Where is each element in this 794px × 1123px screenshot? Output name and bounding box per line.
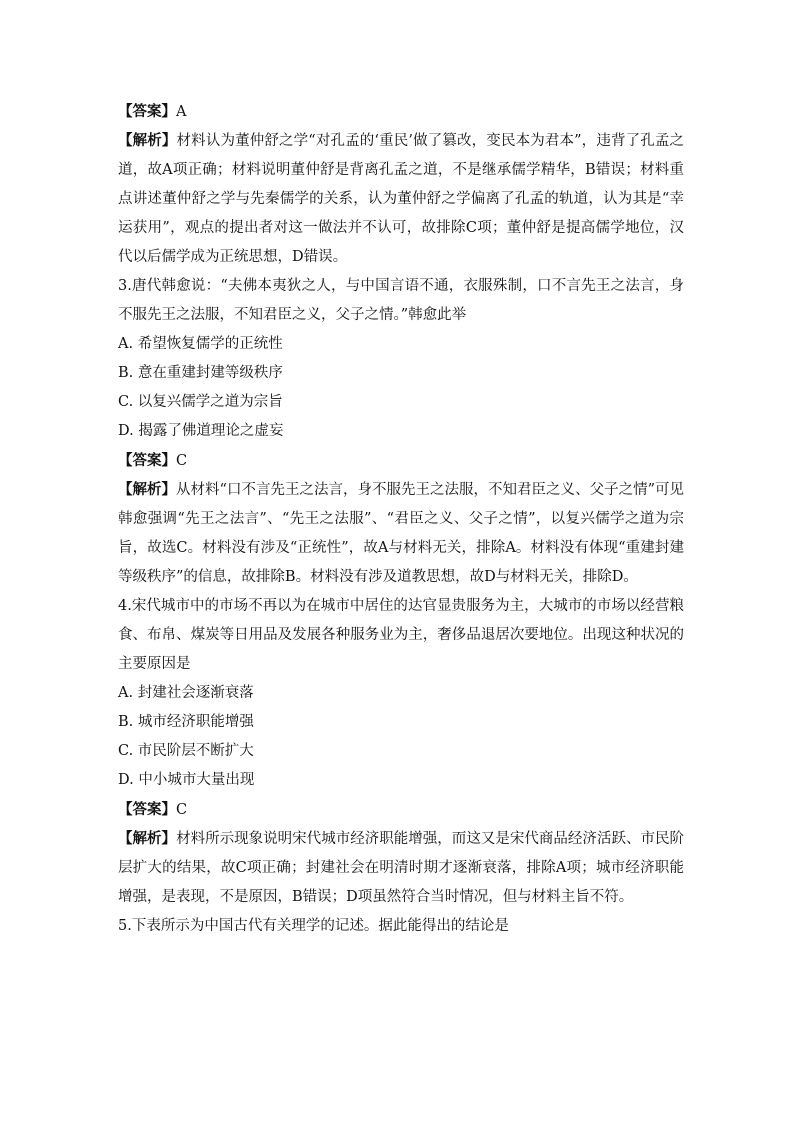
answer-tag: 【答案】 [118, 452, 176, 469]
document-page [118, 97, 684, 941]
analysis-tag: 【解析】 [118, 132, 177, 149]
question-stem: 5.下表所示为中国古代有关理学的记述。据此能得出的结论是 [118, 918, 509, 934]
option-d: D. 揭露了佛道理论之虚妄 [118, 423, 284, 439]
answer-tag: 【答案】 [118, 801, 176, 818]
answer-line [118, 97, 684, 126]
answer-line [118, 446, 684, 475]
option-a: A. 希望恢复儒学的正统性 [118, 336, 283, 352]
option-c: C. 以复兴儒学之道为宗旨 [118, 394, 283, 410]
question-stem: 3.唐代韩愈说：“夫佛本夷狄之人，与中国言语不通，衣服殊制，口不言先王之法言，身不服先王之法服，不知君臣之义，父子之情。”韩愈此举 [118, 278, 684, 323]
analysis-paragraph [118, 475, 684, 592]
analysis-text: 材料所示现象说明宋代城市经济职能增强，而这又是宋代商品经济活跃、市民阶层扩大的结果，故C项正确；封建社会在明清时期才逐渐衰落，排除A项；城市经济职能增强，是表现，不是原因，B错误；D项虽然符合当时情况，但与材料主旨不符。 [118, 831, 685, 905]
option-c: C. 市民阶层不断扩大 [118, 743, 254, 759]
analysis-tag: 【解析】 [118, 481, 177, 498]
analysis-paragraph [118, 126, 684, 272]
option-b: B. 城市经济职能增强 [118, 714, 254, 730]
question-stem: 4.宋代城市中的市场不再以为在城市中居住的达官显贵服务为主，大城市的市场以经营粮食、布帛、煤炭等日用品及发展各种服务业为主，奢侈品退居次要地位。出现这种状况的主要原因是 [118, 598, 684, 672]
option-b: B. 意在重建封建等级秩序 [118, 365, 283, 381]
analysis-paragraph [118, 824, 684, 912]
answer-value: C [176, 453, 188, 469]
answer-line [118, 795, 684, 824]
analysis-text: 从材料“口不言先王之法言，身不服先王之法服，不知君臣之义、父子之情”可见韩愈强调“先王之法言”、“先王之法服”、“君臣之义、父子之情”，以复兴儒学之道为宗旨，故选C。材料没有涉及“正统性”，故A与材料无关，排除A。材料没有体现“重建封建等级秩序”的信息，故排除B。材料没有涉及道教思想，故D与材料无关，排除D。 [118, 482, 685, 585]
answer-tag: 【答案】 [118, 103, 176, 120]
option-d: D. 中小城市大量出现 [118, 772, 255, 788]
answer-value: C [176, 802, 188, 818]
analysis-tag: 【解析】 [118, 830, 177, 847]
answer-value: A [176, 104, 187, 120]
option-a: A. 封建社会逐渐衰落 [118, 685, 254, 701]
analysis-text: 材料认为董仲舒之学“对孔孟的‘重民’做了篡改，变民本为君本”，违背了孔孟之道，故A项正确；材料说明董仲舒是背离孔孟之道，不是继承儒学精华，B错误；材料重点讲述董仲舒之学与先秦儒学的关系，认为董仲舒之学偏离了孔孟的轨道，认为其是“幸运获用”，观点的提出者对这一做法并不认可，故排除C项；董仲舒是提高儒学地位，汉代以后儒学成为正统思想，D错误。 [118, 133, 684, 265]
